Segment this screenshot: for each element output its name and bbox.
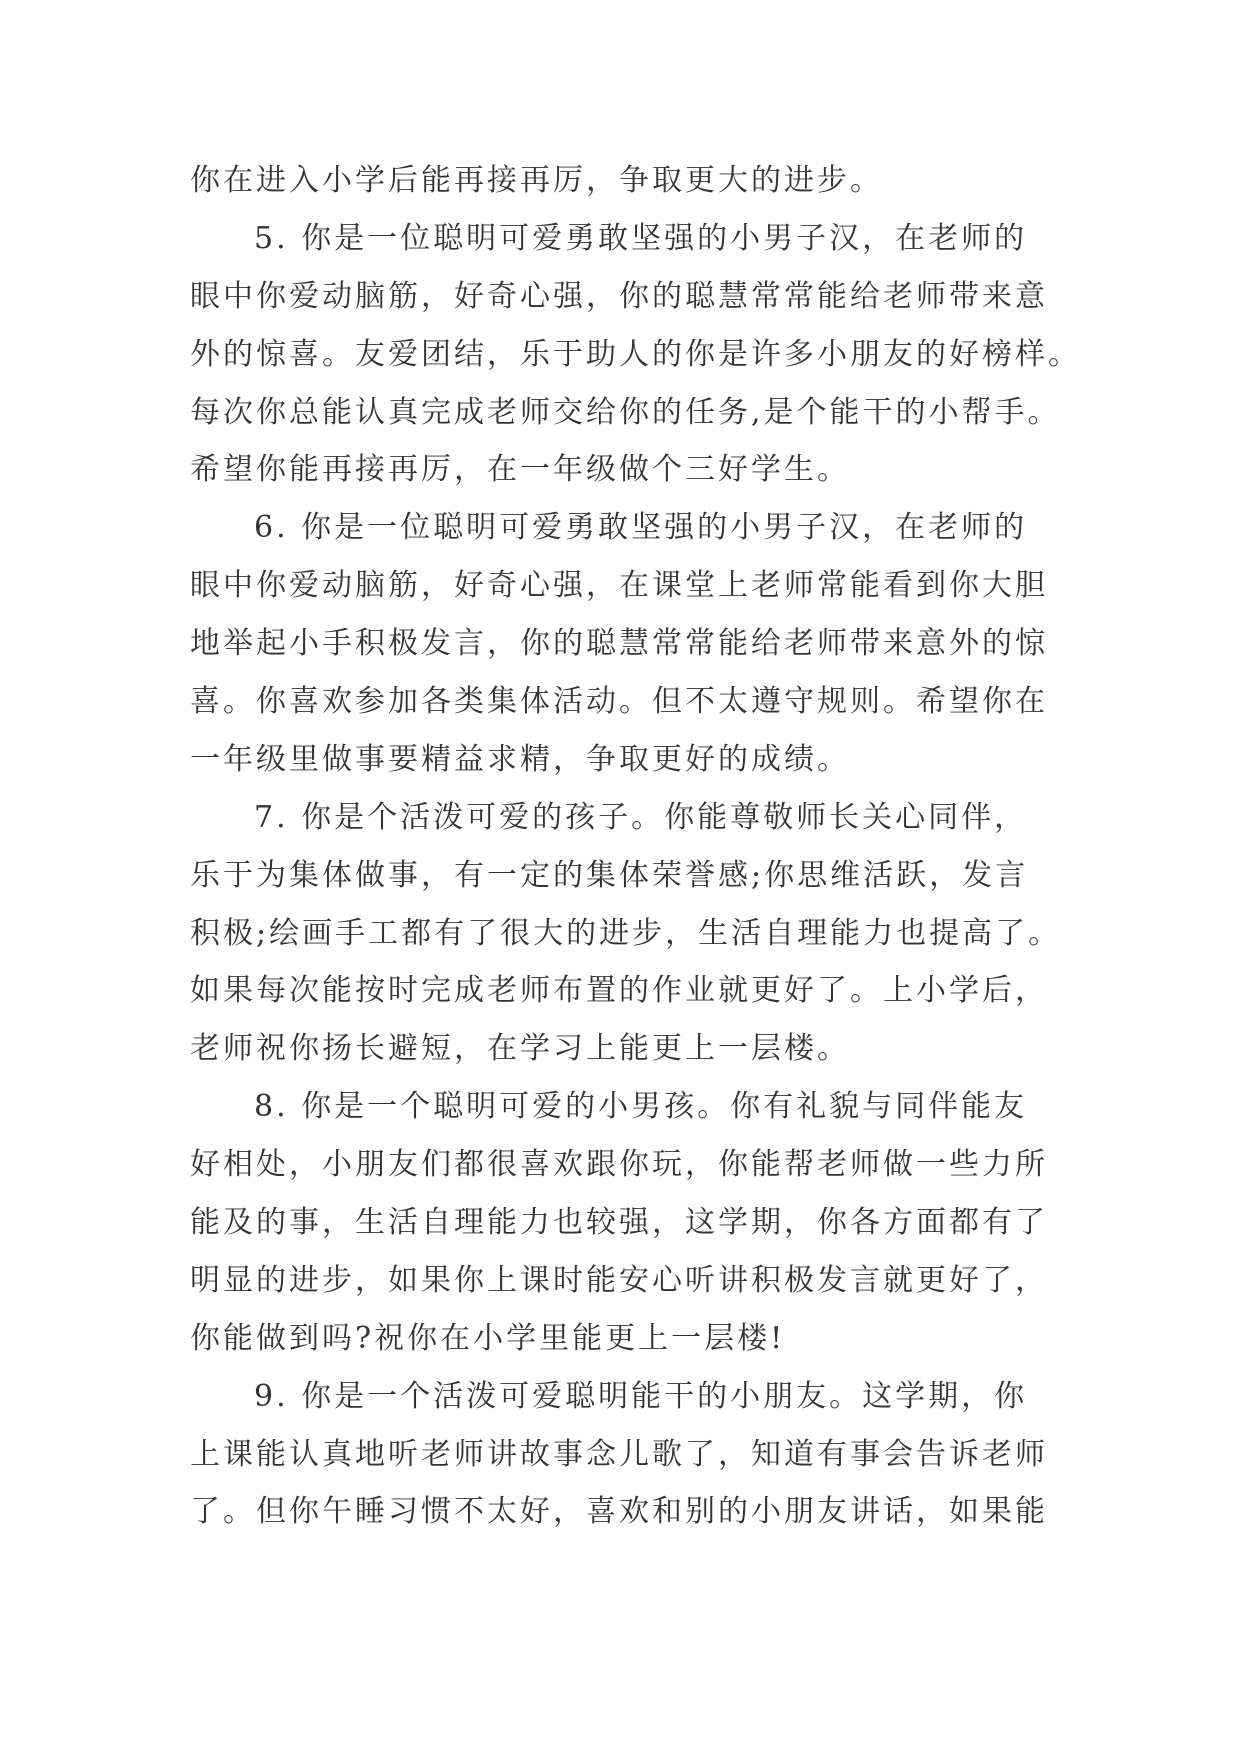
text-line: 地举起小手积极发言，你的聪慧常常能给老师带来意外的惊	[190, 626, 1048, 662]
text-line: 外的惊喜。友爱团结，乐于助人的你是许多小朋友的好榜样。	[190, 336, 1081, 372]
paragraph-9-start: 9. 你是一个活泼可爱聪明能干的小朋友。这学期，你	[254, 1378, 1028, 1414]
document-body	[190, 152, 1081, 1541]
text-line: 上课能认真地听老师讲故事念儿歌了，知道有事会告诉老师	[190, 1436, 1048, 1472]
text-line: 好相处，小朋友们都很喜欢跟你玩，你能帮老师做一些力所	[190, 1147, 1048, 1183]
text-line: 老师祝你扬长避短，在学习上能更上一层楼。	[190, 1031, 850, 1067]
text-line: 积极;绘画手工都有了很大的进步，生活自理能力也提高了。	[190, 915, 1062, 951]
paragraph-5-start: 5. 你是一位聪明可爱勇敢坚强的小男子汉，在老师的	[254, 220, 1028, 256]
text-line: 明显的进步，如果你上课时能安心听讲积极发言就更好了，	[190, 1262, 1048, 1298]
text-line: 一年级里做事要精益求精，争取更好的成绩。	[190, 741, 850, 777]
text-line: 乐于为集体做事，有一定的集体荣誉感;你思维活跃，发言	[190, 857, 1029, 893]
text-line: 你在进入小学后能再接再厉，争取更大的进步。	[190, 163, 883, 198]
paragraph-7-start: 7. 你是个活泼可爱的孩子。你能尊敬师长关心同伴，	[254, 799, 1028, 835]
text-line: 了。但你午睡习惯不太好，喜欢和别的小朋友讲话，如果能	[190, 1494, 1048, 1530]
text-line: 每次你总能认真完成老师交给你的任务,是个能干的小帮手。	[190, 394, 1061, 430]
text-line: 如果每次能按时完成老师布置的作业就更好了。上小学后，	[190, 973, 1048, 1009]
text-line: 眼中你爱动脑筋，好奇心强，在课堂上老师常能看到你大胆	[190, 568, 1048, 604]
paragraph-6-start: 6. 你是一位聪明可爱勇敢坚强的小男子汉，在老师的	[254, 510, 1028, 546]
paragraph-8-start: 8. 你是一个聪明可爱的小男孩。你有礼貌与同伴能友	[254, 1089, 1028, 1125]
text-line: 能及的事，生活自理能力也较强，这学期，你各方面都有了	[190, 1205, 1048, 1241]
text-line: 喜。你喜欢参加各类集体活动。但不太遵守规则。希望你在	[190, 684, 1048, 720]
text-line: 眼中你爱动脑筋，好奇心强，你的聪慧常常能给老师带来意	[190, 278, 1048, 314]
text-line: 希望你能再接再厉，在一年级做个三好学生。	[190, 452, 850, 488]
text-line: 你能做到吗?祝你在小学里能更上一层楼!	[190, 1320, 786, 1356]
